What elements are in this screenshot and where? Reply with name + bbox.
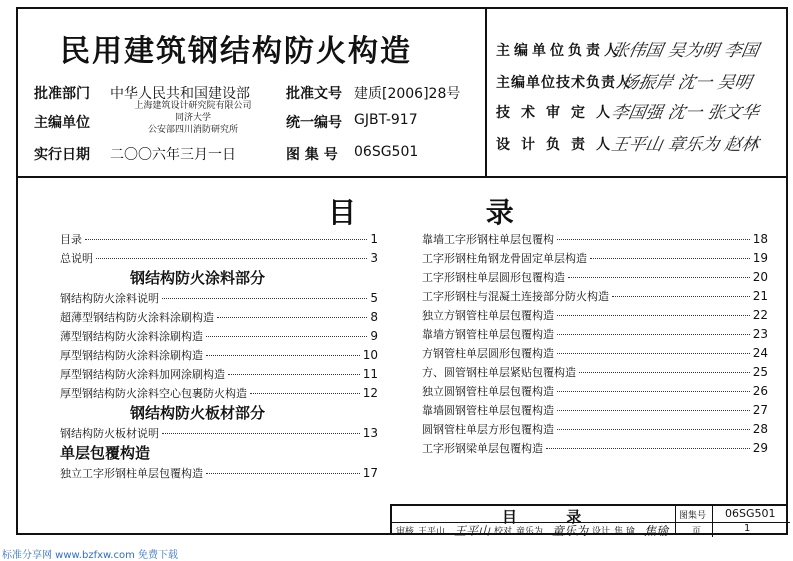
toc-leader-dots [206,336,367,337]
toc-entry-page: 29 [752,441,768,455]
toc-entry-title: 方钢管柱单层圆形包覆构造 [422,347,554,360]
toc-entry-title: 靠墙工字形钢柱单层包覆构 [422,233,554,246]
toc-leader-dots [162,298,367,299]
toc-entry[interactable] [60,347,378,363]
toc-entry[interactable] [60,366,378,382]
toc-leader-dots [546,448,750,449]
toc-leader-dots [557,334,750,335]
toc-entry-title: 独立圆钢管柱单层包覆构造 [422,385,554,398]
toc-entry-page: 21 [752,289,768,303]
toc-entry-page: 23 [752,327,768,341]
toc-leader-dots [557,391,750,392]
resp-label-chief-unit: 主编单位负责人 [496,43,622,59]
editor-unit-3: 公安部四川消防研究所 [147,125,238,135]
toc-entry-title: 工字形钢梁单层包覆构造 [422,442,543,455]
toc-leader-dots [579,372,750,373]
toc-heading-text: 目 录 [328,196,574,229]
atlas-no-value: 06SG501 [354,144,419,160]
toc-entry-page: 13 [362,426,378,440]
toc-entry-page: 1 [370,232,378,246]
title-block-divider-right [675,522,790,523]
toc-entry-title: 独立方钢管柱单层包覆构造 [422,309,554,322]
title-block-cell-divider [675,506,676,535]
toc-entry-page: 20 [752,270,768,284]
toc-entry-page: 10 [362,348,378,362]
header-divider [16,176,788,178]
toc-entry[interactable] [60,290,378,306]
toc-entry-title: 钢结构防火涂料说明 [60,292,159,305]
toc-entry[interactable] [60,309,378,325]
toc-entry-title: 钢结构防火板材说明 [60,427,159,440]
approval-dept-label: 批准部门 [34,86,90,102]
toc-entry[interactable] [422,383,768,399]
tb-design-name: 焦 瑜 [614,527,635,537]
toc-entry[interactable] [422,269,768,285]
tb-design-signature: 焦瑜 [644,524,669,538]
toc-leader-dots [557,410,750,411]
toc-entry[interactable] [422,231,768,247]
footer-watermark: 标准分享网 www.bzfxw.com 免费下载 [2,550,178,561]
approval-dept-value: 中华人民共和国建设部 [110,86,250,102]
tb-check-label: 校对 [494,527,513,537]
toc-leader-dots [206,473,360,474]
toc-entry[interactable] [422,364,768,380]
atlas-no-label: 图 集 号 [286,147,338,163]
header-vertical-divider [485,7,487,176]
toc-entry-title: 独立工字形钢柱单层包覆构造 [60,467,203,480]
toc-entry-page: 11 [362,367,378,381]
toc-entry-title: 靠墙圆钢管柱单层包覆构造 [422,404,554,417]
tb-page-value: 1 [744,523,751,534]
toc-entry-title: 工字形钢柱单层圆形包覆构造 [422,271,565,284]
toc-entry-page: 18 [752,232,768,246]
toc-entry[interactable] [60,465,378,481]
toc-entry-title: 厚型钢结构防火涂料空心包裹防火构造 [60,387,247,400]
editor-unit-2: 同济大学 [174,113,211,123]
toc-leader-dots [162,433,360,434]
tb-review-signature: 王平山 [454,524,491,538]
toc-leader-dots [206,355,360,356]
title-block [390,504,788,538]
toc-entry[interactable] [422,440,768,456]
tb-review-name: 王平山 [418,527,446,537]
toc-leader-dots [217,317,367,318]
toc-leader-dots [590,258,750,259]
toc-entry-title: 圆钢管柱单层方形包覆构造 [422,423,554,436]
toc-entry-title: 总说明 [60,252,93,265]
toc-entry-page: 24 [752,346,768,360]
toc-entry-page: 26 [752,384,768,398]
resp-label-tech-chief: 主编单位技术负责人 [496,75,631,91]
title-block-cell-divider [712,506,713,537]
toc-leader-dots [557,429,750,430]
toc-leader-dots [612,296,750,297]
editor-unit-1: 上海建筑设计研究院有限公司 [134,101,252,111]
toc-entry-page: 3 [370,251,378,265]
toc-entry-page: 5 [370,291,378,305]
unified-no-label: 统一编号 [286,115,342,131]
toc-entry-title: 超薄型钢结构防火涂料涂刷构造 [60,311,214,324]
toc-entry-page: 22 [752,308,768,322]
approval-doc-label: 批准文号 [286,86,342,102]
toc-entry-page: 25 [752,365,768,379]
signature-design-lead: 王平山 章乐为 赵林 [609,135,761,155]
toc-entry-title: 厚型钢结构防火涂料涂刷构造 [60,349,203,362]
toc-entry[interactable] [422,421,768,437]
toc-entry-page: 27 [752,403,768,417]
toc-entry[interactable] [60,328,378,344]
tb-review-label: 审核 [396,527,415,537]
toc-entry-title: 靠墙方钢管柱单层包覆构造 [422,328,554,341]
toc-section-heading: 钢结构防火涂料部分 [130,269,266,287]
toc-section-heading: 单层包覆构造 [60,444,151,462]
toc-heading [328,191,574,231]
editor-unit-list [108,100,278,136]
tb-atlas-value: 06SG501 [725,507,776,520]
toc-entry-page: 19 [752,251,768,265]
tb-check-signature: 童乐为 [552,524,589,538]
tb-page-label: 页 [692,527,702,537]
toc-entry[interactable] [60,425,378,441]
document-title: 民用建筑钢结构防火构造 [60,34,412,69]
effective-date-value: 二〇〇六年三月一日 [110,147,236,163]
toc-leader-dots [96,258,367,259]
approval-doc-value: 建质[2006]28号 [354,86,461,102]
toc-entry[interactable] [422,326,768,342]
toc-entry-page: 8 [370,310,378,324]
toc-section-heading: 钢结构防火板材部分 [130,404,266,422]
signature-tech-review: 李国强 沈一 张文华 [609,103,761,123]
toc-entry-page: 9 [370,329,378,343]
toc-entry-title: 薄型钢结构防火涂料涂刷构造 [60,330,203,343]
toc-entry-title: 厚型钢结构防火涂料加网涂刷构造 [60,368,225,381]
toc-leader-dots [85,239,367,240]
toc-entry[interactable] [422,288,768,304]
unified-no-value: GJBT-917 [354,112,418,128]
tb-design-label: 设计 [592,527,611,537]
toc-leader-dots [250,393,360,394]
toc-entry-title: 目录 [60,233,82,246]
effective-date-label: 实行日期 [34,147,90,163]
resp-label-design-lead: 设计负责人 [496,137,621,153]
toc-entry-title: 工字形钢柱角钢龙骨固定单层构造 [422,252,587,265]
toc-leader-dots [568,277,750,278]
toc-entry-page: 28 [752,422,768,436]
toc-entry[interactable] [422,402,768,418]
toc-leader-dots [557,239,750,240]
toc-entry[interactable] [422,250,768,266]
toc-entry[interactable] [422,307,768,323]
toc-entry[interactable] [60,231,378,247]
toc-entry-title: 工字形钢柱与混凝土连接部分防火构造 [422,290,609,303]
toc-leader-dots [228,374,360,375]
signature-tech-chief: 杨振岸 沈一 吴明 [619,73,754,93]
sheet-title: 目 录 [502,508,604,526]
signature-chief-unit: 张伟国 吴为明 李国 [609,41,761,61]
toc-leader-dots [557,315,750,316]
toc-leader-dots [557,353,750,354]
toc-entry[interactable] [60,250,378,266]
resp-label-tech-review: 技术审定人 [496,105,621,121]
toc-entry[interactable] [60,385,378,401]
tb-check-name: 童乐为 [516,527,544,537]
toc-entry-page: 17 [362,466,378,480]
toc-entry-page: 12 [362,386,378,400]
toc-entry-title: 方、圆管钢柱单层紧贴包覆构造 [422,366,576,379]
tb-atlas-label: 图集号 [679,511,707,521]
toc-entry[interactable] [422,345,768,361]
editor-unit-label: 主编单位 [34,115,90,131]
